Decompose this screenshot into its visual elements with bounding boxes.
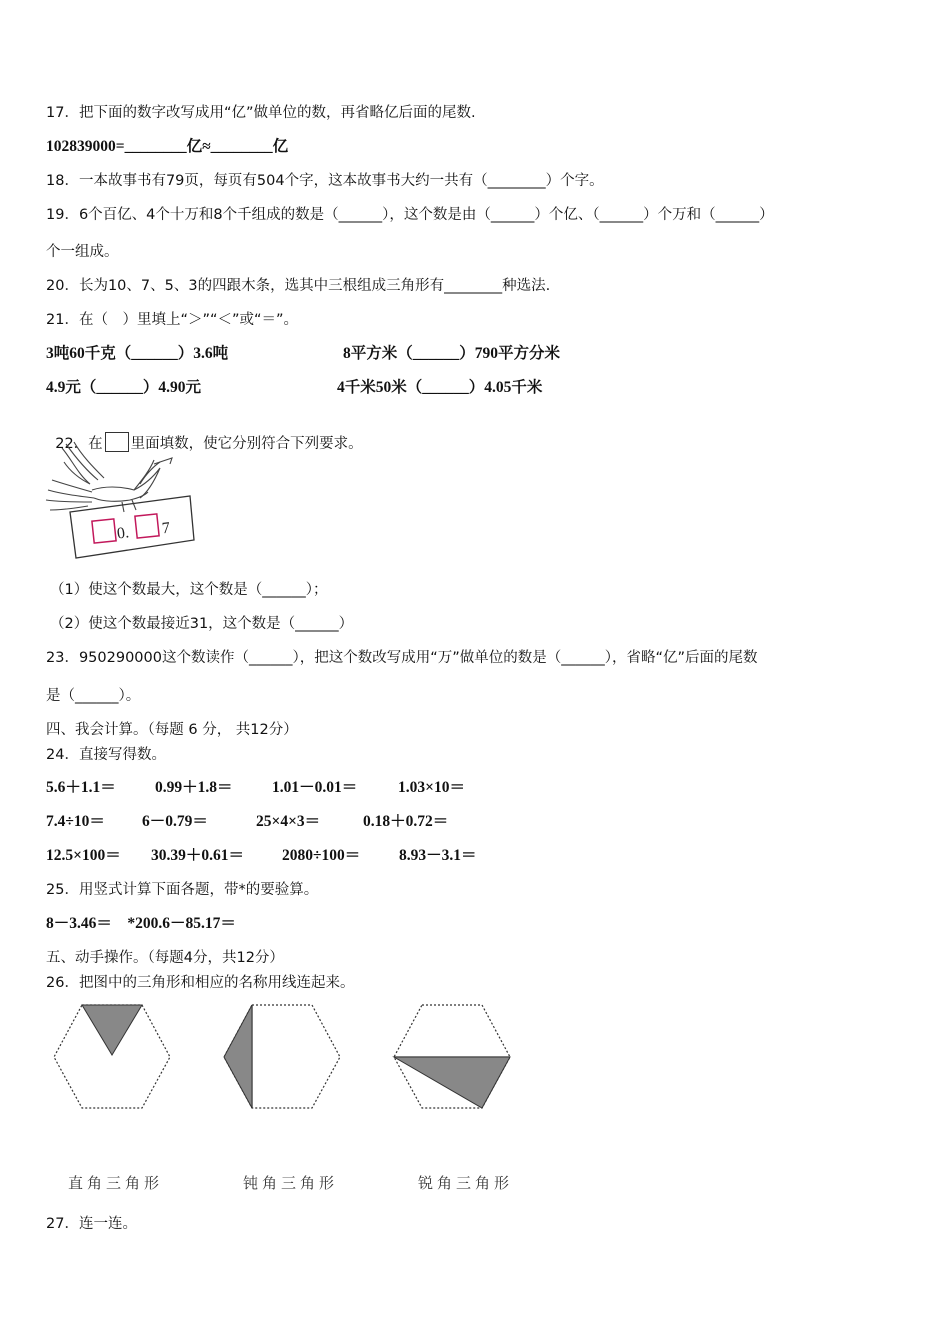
q26-text: 26．把图中的三角形和相应的名称用线连起来。 — [46, 975, 355, 991]
q21-item: 4.9元（______）4.90元 — [46, 379, 202, 396]
q24-text: 24．直接写得数。 — [46, 747, 166, 763]
q23-line1: 23．950290000这个数读作（______），把这个数改写成用“万”做单位的数是（______），省略“亿”后面的尾数 — [46, 650, 758, 666]
calc-item: 8.93－3.1＝ — [399, 847, 477, 864]
label-right-triangle: 直角三角形 — [68, 1174, 164, 1192]
calc-item: 6－0.79＝ — [142, 813, 208, 830]
sign-middle-text: 0. — [116, 524, 130, 543]
calc-item: 12.5×100＝ — [46, 847, 121, 864]
sign-end-text: 7 — [161, 519, 171, 538]
section4-title: 四、我会计算。（每题 6 分， 共12分） — [46, 722, 298, 738]
label-obtuse-triangle: 钝角三角形 — [243, 1174, 339, 1192]
q22-sub1: （1）使这个数最大，这个数是（______）； — [50, 582, 328, 598]
calc-item: 1.03×10＝ — [398, 779, 465, 796]
calc-item: 25×4×3＝ — [256, 813, 321, 830]
q27-text: 27．连一连。 — [46, 1216, 137, 1232]
q19-line1: 19．6个百亿、4个十万和8个千组成的数是（______），这个数是由（______）个亿、（______）个万和（______） — [46, 207, 774, 223]
hexagon-obtuse-triangle-figure — [220, 1000, 345, 1115]
q18-text: 18．一本故事书有79页，每页有504个字，这本故事书大约一共有（________）个字。 — [46, 173, 604, 189]
q17-answer-line: 102839000=________亿≈________亿 — [46, 138, 289, 155]
calc-item: 0.18＋0.72＝ — [363, 813, 449, 830]
q22-sub2: （2）使这个数最接近31，这个数是（______） — [50, 616, 354, 632]
q21-text: 21．在（ ）里填上“＞”“＜”或“＝”。 — [46, 312, 299, 328]
q25-exprs: 8－3.46＝ *200.6－85.17＝ — [46, 915, 236, 932]
calc-item: 0.99＋1.8＝ — [155, 779, 233, 796]
calc-item: 2080÷100＝ — [282, 847, 361, 864]
q21-item: 4千米50米（______）4.05千米 — [337, 379, 543, 396]
hexagon-right-triangle-figure — [50, 1000, 175, 1115]
q23-line2: 是（______）。 — [46, 688, 141, 704]
q21-item: 8平方米（______）790平方分米 — [343, 345, 561, 362]
calc-item: 1.01－0.01＝ — [272, 779, 358, 796]
bird-sign-illustration — [42, 440, 202, 565]
hexagon-acute-triangle-figure — [390, 1000, 515, 1115]
q22-text: 22．在 里面填数，使它分别符合下列要求。 — [46, 412, 363, 454]
q21-item: 3吨60千克（______）3.6吨 — [46, 345, 229, 362]
q25-text: 25．用竖式计算下面各题，带*的要验算。 — [46, 882, 319, 898]
calc-item: 30.39＋0.61＝ — [151, 847, 245, 864]
section5-title: 五、动手操作。（每题4分，共12分） — [46, 950, 284, 966]
calc-item: 5.6＋1.1＝ — [46, 779, 116, 796]
label-acute-triangle: 锐角三角形 — [418, 1174, 514, 1192]
q20-text: 20．长为10、7、5、3的四跟木条，选其中三根组成三角形有________种选法. — [46, 278, 551, 294]
q19-line2: 个一组成。 — [46, 244, 119, 260]
calc-item: 7.4÷10＝ — [46, 813, 105, 830]
q17-text: 17．把下面的数字改写成用“亿”做单位的数，再省略亿后面的尾数. — [46, 105, 476, 121]
